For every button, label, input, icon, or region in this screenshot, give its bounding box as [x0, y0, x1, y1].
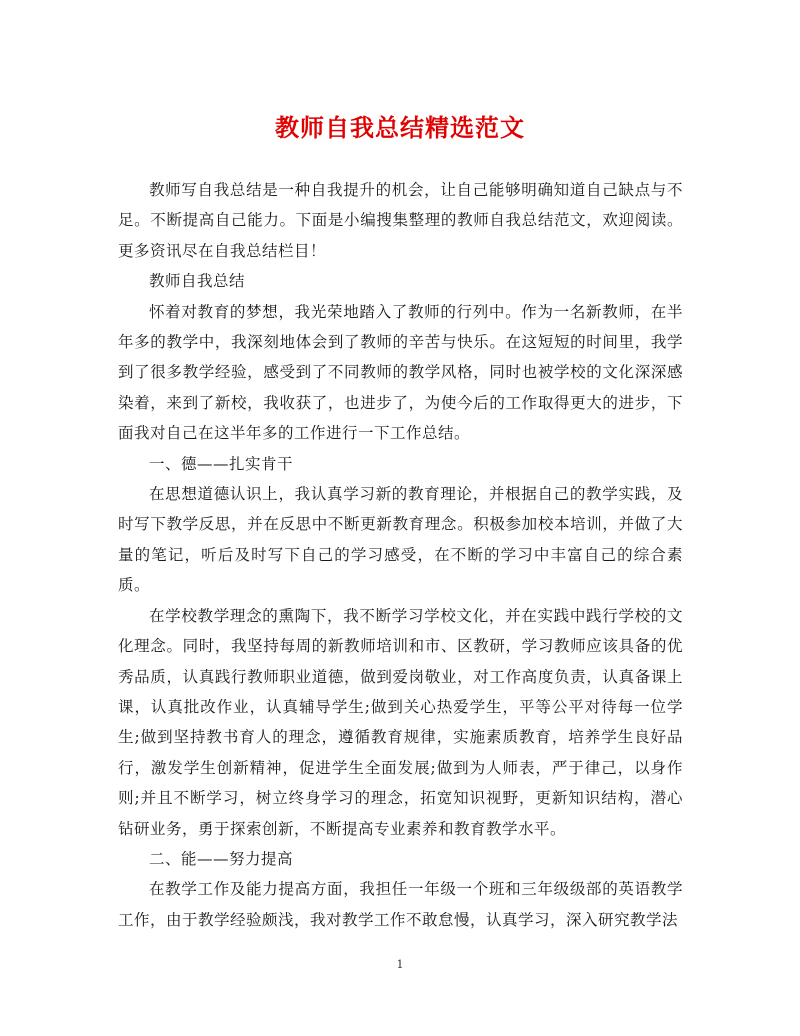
body-paragraph: 在学校教学理念的熏陶下，我不断学习学校文化，并在实践中践行学校的文化理念。同时，我坚持每周的新教师培训和市、区教研，学习教师应该具备的优秀品质，认真践行教师职业道德，做到爱岗敬业，对工作高度负责，认真备课上课，认真批改作业，认真辅导学生;做到关心热爱学生，平等公平对待每一位学生;做到坚持教书育人的理念，遵循教育规律，实施素质教育，培养学生良好品行，激发学生创新精神，促进学生全面发展;做到为人师表，严于律己，以身作则;并且不断学习，树立终身学习的理念，拓宽知识视野，更新知识结构，潜心钻研业务，勇于探索创新，不断提高专业素养和教育教学水平。: [118, 606, 683, 838]
body-paragraph: 在思想道德认识上，我认真学习新的教育理论，并根据自己的教学实践，及时写下教学反思，并在反思中不断更新教育理念。积极参加校本培训，并做了大量的笔记，听后及时写下自己的学习感受，在不断的学习中丰富自己的综合素质。: [118, 485, 683, 595]
intro-paragraph: 教师写自我总结是一种自我提升的机会，让自己能够明确知道自己缺点与不足。不断提高自己能力。下面是小编搜集整理的教师自我总结范文，欢迎阅读。更多资讯尽在自我总结栏目！: [118, 181, 683, 260]
body-paragraph: 在教学工作及能力提高方面，我担任一年级一个班和三年级级部的英语教学工作，由于教学经验颇浅，我对教学工作不敢怠慢，认真学习，深入研究教学法: [118, 880, 683, 929]
section-heading: 二、能——努力提高: [149, 849, 294, 868]
document-title: 教师自我总结精选范文: [275, 113, 525, 142]
body-paragraph: 怀着对教育的梦想，我光荣地踏入了教师的行列中。作为一名新教师，在半年多的教学中，我深刻地体会到了教师的辛苦与快乐。在这短短的时间里，我学到了很多教学经验，感受到了不同教师的教学风格，同时也被学校的文化深深感染着，来到了新校，我收获了，也进步了，为使今后的工作取得更大的进步，下面我对自己在这半年多的工作进行一下工作总结。: [118, 302, 683, 443]
section-heading: 一、德——扎实肯干: [149, 454, 294, 473]
page-number: 1: [396, 958, 404, 971]
section-heading: 教师自我总结: [149, 272, 246, 291]
document-body: [118, 175, 683, 935]
